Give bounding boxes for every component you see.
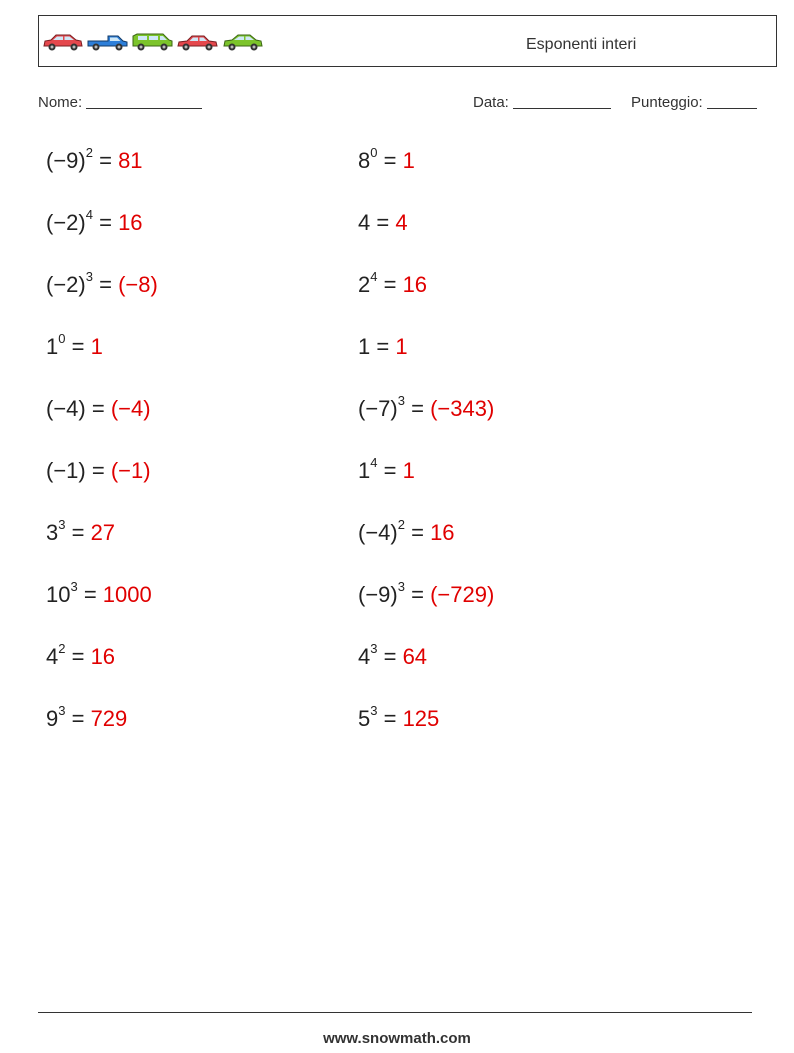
name-label: Nome: — [38, 94, 83, 111]
equals-sign: = — [92, 210, 119, 235]
exercise-item — [46, 206, 143, 236]
exercise-base: 1 — [358, 458, 371, 483]
name-blank[interactable] — [86, 94, 202, 109]
exercise-exponent: 0 — [370, 144, 378, 160]
date-blank[interactable] — [513, 94, 611, 109]
equals-sign: = — [92, 148, 119, 173]
exercise-base: (−4) — [358, 520, 398, 545]
exercise-answer: 16 — [430, 520, 455, 545]
exercise-answer: 1 — [395, 334, 408, 359]
exercise-base: 9 — [46, 706, 59, 731]
exercise-item — [358, 334, 408, 360]
footer-divider — [38, 1012, 752, 1013]
equals-sign: = — [377, 148, 403, 173]
exercise-item — [358, 702, 440, 732]
exercise-item — [358, 392, 495, 422]
exercise-answer: 16 — [402, 272, 428, 297]
exercise-item — [358, 578, 495, 608]
exercise-item — [46, 640, 116, 670]
equals-sign: = — [377, 644, 403, 669]
exercise-base: 10 — [46, 582, 71, 607]
exercise-answer: 1 — [402, 148, 415, 173]
exercise-answer: 125 — [402, 706, 440, 731]
equals-sign: = — [370, 334, 396, 359]
exercise-base: (−1) — [46, 458, 86, 483]
exercise-exponent: 4 — [370, 268, 378, 284]
exercise-item — [46, 516, 116, 546]
exercise-answer: 4 — [395, 210, 408, 235]
exercise-answer: 1000 — [102, 582, 152, 607]
exercise-item — [46, 144, 143, 174]
equals-sign: = — [65, 706, 91, 731]
exercise-base: (−7) — [358, 396, 398, 421]
exercise-base: 1 — [46, 334, 59, 359]
exercise-item — [46, 702, 128, 732]
exercise-item — [46, 268, 158, 298]
exercise-base: 4 — [358, 644, 371, 669]
exercise-exponent: 0 — [58, 330, 66, 346]
exercise-item — [46, 458, 151, 484]
exercise-item — [358, 210, 408, 236]
equals-sign: = — [92, 272, 119, 297]
exercise-exponent: 3 — [397, 392, 405, 408]
exercise-base: 4 — [46, 644, 59, 669]
exercise-exponent: 2 — [58, 640, 66, 656]
equals-sign: = — [85, 458, 111, 483]
exercise-base: (−4) — [46, 396, 86, 421]
exercise-item — [358, 640, 428, 670]
exercise-base: 2 — [358, 272, 371, 297]
exercise-answer: 27 — [90, 520, 116, 545]
worksheet-header — [38, 15, 777, 67]
red-hatchback-car-icon — [41, 32, 84, 52]
exercise-base: (−2) — [46, 272, 86, 297]
exercise-exponent: 3 — [397, 578, 405, 594]
exercise-answer: 64 — [402, 644, 428, 669]
exercise-base: (−9) — [46, 148, 86, 173]
exercise-answer: (−1) — [110, 458, 151, 483]
worksheet-title: Esponenti interi — [526, 36, 637, 53]
score-field — [631, 94, 757, 111]
equals-sign: = — [377, 458, 403, 483]
exercise-exponent: 4 — [85, 206, 93, 222]
equals-sign: = — [65, 334, 91, 359]
exercise-answer: (−729) — [430, 582, 495, 607]
exercise-answer: 16 — [118, 210, 143, 235]
exercise-base: 8 — [358, 148, 371, 173]
blue-pickup-truck-icon — [86, 32, 129, 52]
green-van-icon — [131, 32, 174, 52]
exercise-base: (−9) — [358, 582, 398, 607]
red-sedan-car-icon — [176, 32, 219, 52]
exercise-item — [46, 578, 152, 608]
equals-sign: = — [404, 396, 431, 421]
exercise-base: 4 — [358, 210, 371, 235]
score-blank[interactable] — [707, 94, 757, 109]
date-field — [473, 94, 611, 111]
exercise-exponent: 2 — [85, 144, 93, 160]
exercise-item — [358, 454, 415, 484]
exercise-exponent: 3 — [370, 702, 378, 718]
exercise-exponent: 2 — [397, 516, 405, 532]
exercise-item — [46, 396, 151, 422]
exercise-item — [46, 330, 103, 360]
equals-sign: = — [65, 520, 91, 545]
name-field — [38, 94, 202, 111]
footer-url: www.snowmath.com — [323, 1030, 471, 1047]
equals-sign: = — [65, 644, 91, 669]
exercise-item — [358, 144, 415, 174]
exercise-exponent: 4 — [370, 454, 378, 470]
green-hatchback-car-icon — [221, 32, 264, 52]
exercise-answer: (−4) — [110, 396, 151, 421]
equals-sign: = — [377, 706, 403, 731]
exercise-answer: 16 — [90, 644, 116, 669]
exercise-exponent: 3 — [70, 578, 78, 594]
equals-sign: = — [77, 582, 103, 607]
score-label: Punteggio: — [631, 94, 703, 111]
exercise-answer: 1 — [402, 458, 415, 483]
exercise-base: 3 — [46, 520, 59, 545]
exercise-answer: 1 — [90, 334, 103, 359]
equals-sign: = — [404, 582, 431, 607]
exercise-item — [358, 516, 455, 546]
exercise-exponent: 3 — [58, 516, 66, 532]
exercise-answer: (−8) — [118, 272, 158, 297]
equals-sign: = — [85, 396, 111, 421]
exercise-base: 5 — [358, 706, 371, 731]
exercise-exponent: 3 — [85, 268, 93, 284]
exercise-base: 1 — [358, 334, 371, 359]
exercise-item — [358, 268, 428, 298]
exercise-answer: (−343) — [430, 396, 495, 421]
exercise-exponent: 3 — [58, 702, 66, 718]
exercise-exponent: 3 — [370, 640, 378, 656]
exercise-answer: 729 — [90, 706, 128, 731]
equals-sign: = — [404, 520, 431, 545]
exercise-base: (−2) — [46, 210, 86, 235]
car-decoration-row — [41, 32, 264, 54]
exercise-answer: 81 — [118, 148, 143, 173]
equals-sign: = — [377, 272, 403, 297]
equals-sign: = — [370, 210, 396, 235]
date-label: Data: — [473, 94, 509, 111]
